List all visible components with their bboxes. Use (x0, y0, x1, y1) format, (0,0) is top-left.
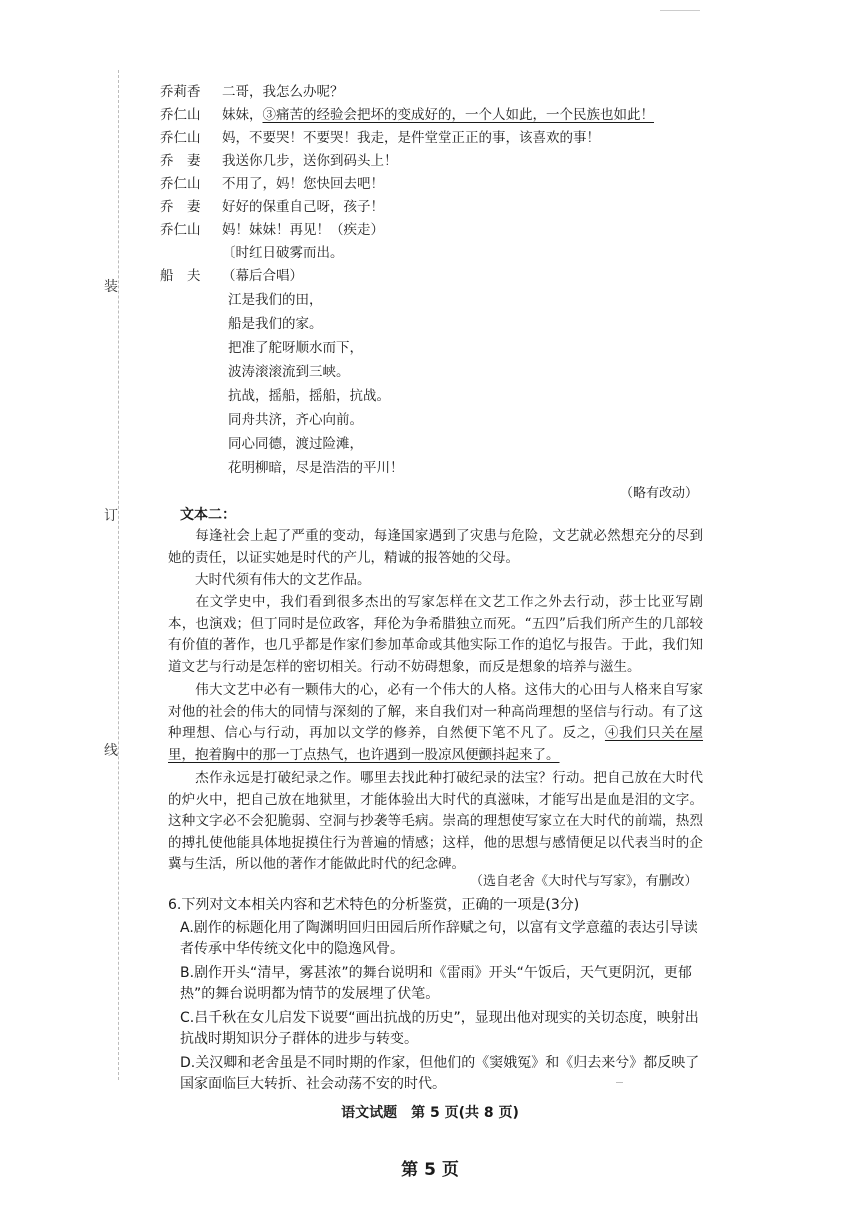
dialogue-line (160, 126, 600, 146)
option-label: C. (180, 1010, 195, 1026)
binding-mark-zhuang: 装 (104, 276, 118, 296)
paragraph (168, 680, 703, 766)
dialogue-text: 不用了，妈！您快回去吧！ (222, 176, 384, 192)
binding-mark-ding: 订 (104, 505, 118, 525)
dialogue-text: 妈，不要哭！不要哭！我走，是件堂堂正正的事，该喜欢的事！ (222, 130, 600, 146)
option-c[interactable] (180, 1008, 700, 1050)
paragraph (168, 526, 703, 569)
source-note-text2: （选自老舍《大时代与写家》，有删改） (470, 874, 698, 889)
underlined-sentence-4: ④我们只关在屋里，抱着胸中的那一丁点热气，也许遇到一股凉风便颤抖起来了。 (168, 725, 704, 763)
speaker-name: 乔仁山 (160, 130, 201, 146)
stage-direction: 〔时红日破雾而出。 (222, 245, 344, 261)
paragraph-text: 伟大文艺中必有一颗伟大的心，必有一个伟大的人格。这伟大的心田与人格来自写家对他的社会的伟大的同情与深刻的了解，来自我们对一种高尚理想的坚信与行动。有了这种理想、信心与行动，再加以文学的修养，自然便下笔不凡了。反之， (168, 682, 703, 741)
dialogue-line (160, 80, 344, 100)
speaker-name: 乔仁山 (160, 176, 201, 192)
underlined-sentence-3: ③痛苦的经验会把坏的变成好的，一个人如此，一个民族也如此！ (262, 107, 654, 123)
paragraph-text: 在文学史中，我们看到很多杰出的写家怎样在文艺工作之外去行动，莎士比亚写剧本，也演戏；但丁同时是位政客，拜伦为争希腊独立而死。“五四”后我们所产生的几部较有价值的著作，也几乎都是作家们参加革命或其他实际工作的追忆与报告。于此，我们知道文艺与行动是怎样的密切相关。行动不妨碍想象，而反是想象的培养与滋生。 (168, 594, 703, 675)
option-d[interactable] (180, 1053, 700, 1095)
paragraph-text: 每逢社会上起了严重的变动，每逢国家遇到了灾患与危险，文艺就必然想充分的尽到她的责任，以证实她是时代的产儿，精诚的报答她的父母。 (168, 528, 703, 566)
dialogue-text: 妹妹， (222, 107, 263, 123)
option-a[interactable] (180, 918, 700, 960)
paragraph-text: 杰作永远是打破纪录之作。哪里去找此种打破纪录的法宝？行动。把自己放在大时代的炉火中，把自己放在地狱里，才能体验出大时代的真滋味，才能写出是血是泪的文字。这种文字必不会犯脆弱、空洞与抄袭等毛病。崇高的理想使写家立在大时代的前端，热烈的搏扎使他能具体地捉摸住行为普遍的情感；这样，他的思想与感情便足以代表当时的企冀与生活，所以他的著作才能做此时代的纪念碑。 (168, 770, 703, 872)
scan-speck (660, 10, 700, 11)
option-label: A. (180, 920, 194, 936)
option-text: 剧作开头“清早，雾甚浓”的舞台说明和《雷雨》开头“午饭后，天气更阴沉，更郁热”的舞台说明都为情节的发展埋了伏笔。 (180, 965, 692, 1002)
speaker-name: 乔莉香 (160, 84, 201, 100)
dialogue-line (160, 218, 384, 238)
speaker-name: 乔 妻 (160, 153, 201, 169)
dialogue-line (160, 172, 384, 192)
paragraph-text: 大时代须有伟大的文艺作品。 (195, 572, 371, 588)
dialogue-text: 我送你几步，送你到码头上！ (222, 153, 398, 169)
option-b[interactable] (180, 963, 700, 1005)
scan-speck (616, 1082, 623, 1083)
paragraph (168, 592, 703, 678)
boatman-line (160, 264, 303, 284)
source-note-text1: （略有改动） (620, 486, 699, 501)
song-line: 同心同德，渡过险滩， (228, 436, 363, 452)
dialogue-line (160, 195, 384, 215)
speaker-name: 船 夫 (160, 268, 201, 284)
option-label: B. (180, 965, 195, 981)
speaker-name: 乔仁山 (160, 107, 201, 123)
binding-line (118, 70, 119, 1080)
song-line: 把准了舵呀顺水而下， (228, 340, 363, 356)
song-line: 同舟共济，齐心向前。 (228, 412, 363, 428)
dialogue-text: 二哥，我怎么办呢？ (222, 84, 344, 100)
question-stem: 6.下列对文本相关内容和艺术特色的分析鉴赏，正确的一项是(3分) (168, 897, 580, 913)
boatman-note: （幕后合唱） (222, 268, 303, 284)
option-text: 吕千秋在女儿启发下说要“画出抗战的历史”，显现出他对现实的关切态度，映射出抗战时期知识分子群体的进步与转变。 (180, 1010, 699, 1047)
page-number: 第 5 页 (401, 1160, 459, 1180)
option-label: D. (180, 1055, 196, 1071)
dialogue-line (160, 103, 654, 123)
paragraph (168, 768, 703, 876)
song-line: 江是我们的田， (228, 292, 323, 308)
speaker-name: 乔仁山 (160, 222, 201, 238)
dialogue-text: 好好的保重自己呀，孩子！ (222, 199, 384, 215)
option-text: 关汉卿和老舍虽是不同时期的作家，但他们的《窦娥冤》和《归去来兮》都反映了国家面临巨大转折、社会动荡不安的时代。 (180, 1055, 700, 1092)
dialogue-text: 妈！妹妹！再见！（疾走） (222, 222, 384, 238)
text2-heading: 文本二： (180, 507, 236, 523)
page-footer: 语文试题 第 5 页(共 8 页) (341, 1105, 519, 1121)
song-line: 船是我们的家。 (228, 316, 323, 332)
song-line: 波涛滚滚流到三峡。 (228, 364, 350, 380)
paragraph (168, 570, 703, 592)
song-line: 花明柳暗，尽是浩浩的平川！ (228, 460, 404, 476)
option-text: 剧作的标题化用了陶渊明回归田园后所作辞赋之句，以富有文学意蕴的表达引导读者传承中华传统文化中的隐逸风骨。 (180, 920, 698, 957)
speaker-name: 乔 妻 (160, 199, 201, 215)
dialogue-line (160, 149, 398, 169)
song-line: 抗战，摇船，摇船，抗战。 (228, 388, 390, 404)
binding-mark-xian: 线 (104, 740, 118, 760)
